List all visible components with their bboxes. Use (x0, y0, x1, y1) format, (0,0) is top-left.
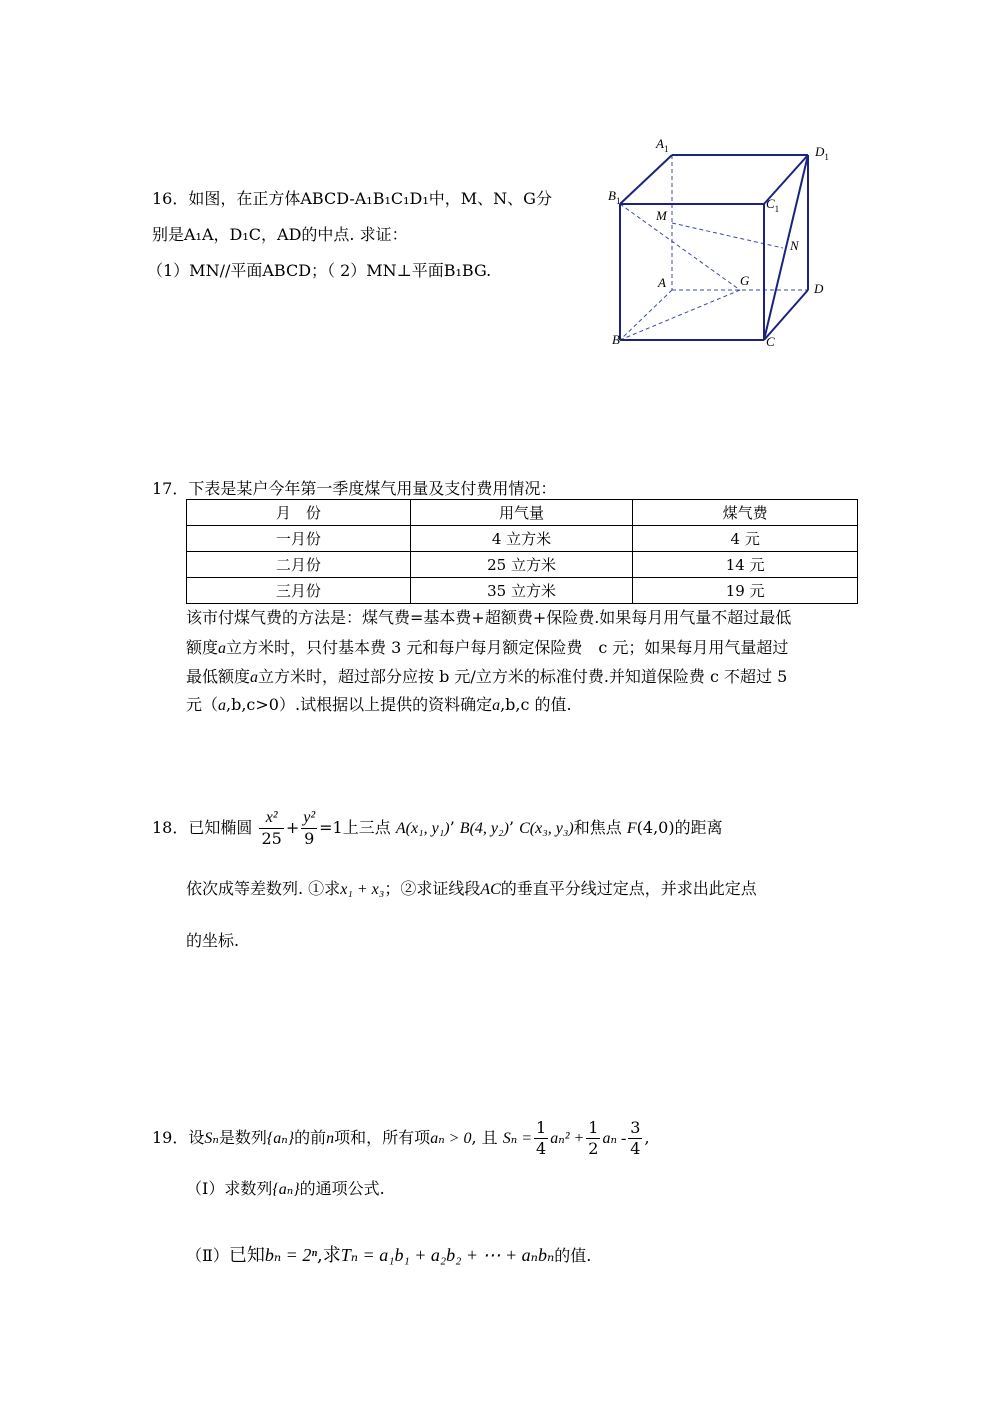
segment-b1-g (620, 204, 740, 290)
label-b: B (612, 332, 620, 347)
q16-line-1: 16．如图，在正方体ABCD-A₁B₁C₁D₁中，M、N、G分 (152, 189, 552, 208)
table-cell: 19 元 (633, 578, 858, 604)
point-a-coords: (x₁, y₁) (405, 820, 450, 837)
var-n: n (326, 1130, 335, 1147)
separator: ’ (508, 818, 514, 837)
text: 是数列 (218, 1128, 267, 1147)
text: 的值. (554, 1246, 592, 1265)
point-f: F (626, 820, 637, 837)
edge-a1-b1 (620, 155, 672, 204)
q19-line-1 (152, 1116, 650, 1161)
text: 已知 (228, 1245, 265, 1266)
q19-part-2 (186, 1241, 591, 1267)
label-a1: $A_1$ (656, 136, 669, 154)
q18-line-3: 的坐标. (186, 931, 240, 950)
point-c: C (519, 820, 530, 837)
text: 上三点 (342, 818, 391, 837)
text: 元（ (186, 695, 219, 714)
text: 最低额度 (186, 667, 251, 686)
q17-para-line-2 (186, 635, 788, 658)
text: 的通项公式. (299, 1179, 385, 1198)
fraction-y: $\frac{\text{y²}}{9}$ (303, 809, 316, 848)
label-a: A (658, 275, 666, 290)
q16-line-2: 别是A₁A，D₁C，AD的中点. 求证： (152, 225, 408, 244)
table-cell: 一月份 (187, 526, 411, 552)
text: （Ⅱ） (186, 1246, 229, 1265)
q17-para-line-4 (186, 692, 572, 715)
term-an-squared: aₙ² + (550, 1130, 585, 1147)
gas-usage-table (186, 499, 858, 604)
segment-b-g (620, 290, 740, 340)
q18-line-1 (152, 806, 723, 851)
condition-an-positive: aₙ > 0 (430, 1130, 472, 1147)
text: , 且 (471, 1128, 498, 1147)
point-b: B (459, 820, 470, 837)
point-f-coords: (4,0) (636, 818, 675, 837)
table-cell: 35 立方米 (410, 578, 633, 604)
q17-para-line-3 (186, 664, 787, 687)
label-c1: $C_1$ (766, 196, 780, 214)
text: ,b,c 的值. (500, 695, 572, 714)
var-a: a (492, 697, 501, 714)
segment-d1-c (764, 155, 808, 340)
text: 额度 (186, 638, 219, 657)
fraction-quarter: $\frac{1}{4}$ (536, 1118, 547, 1158)
label-b1: $B_1$ (608, 188, 621, 206)
header-usage: 用气量 (410, 500, 633, 526)
text: 的距离 (674, 818, 723, 837)
sequence-an: {aₙ} (272, 1181, 300, 1198)
fraction-half: $\frac{1}{2}$ (588, 1118, 599, 1158)
equals-one: =1 (319, 818, 343, 837)
label-n: N (790, 238, 799, 253)
expr-tn: Tₙ = a₁b₁ + a₂b₂ + ⋯ + aₙbₙ (340, 1245, 555, 1265)
text: 19．设 (152, 1128, 205, 1147)
header-fee: 煤气费 (633, 500, 858, 526)
text: 的前 (294, 1128, 327, 1147)
text: , (644, 1128, 650, 1147)
label-d: D (814, 281, 824, 296)
text: 立方米时，超过部分应按 b 元/立方米的标准付费.并知道保险费 c 不超过 5 (258, 667, 788, 686)
label-d1: $D_1$ (815, 144, 829, 162)
table-cell: 二月份 (187, 552, 411, 578)
q17-intro: 17．下表是某户今年第一季度煤气用量及支付费用情况： (152, 479, 557, 498)
var-a: a (218, 640, 227, 657)
table-cell: 14 元 (633, 552, 858, 578)
sequence-an: {aₙ} (266, 1130, 295, 1147)
table-header-row (187, 500, 858, 526)
fraction-three-quarters: $\frac{3}{4}$ (630, 1118, 641, 1158)
expr-bn: bₙ = 2ⁿ (264, 1245, 318, 1265)
table-cell: 4 立方米 (410, 526, 633, 552)
table-cell: 4 元 (633, 526, 858, 552)
var-a: a (218, 697, 227, 714)
table-cell: 三月份 (187, 578, 411, 604)
text: 18．已知椭圆 (152, 818, 253, 837)
segment-m-n (672, 223, 783, 248)
visible-edges (620, 155, 808, 340)
var-sn: Sₙ (204, 1130, 219, 1147)
text: ,b,c>0）.试根据以上提供的资料确定 (226, 695, 493, 714)
text: ；②求证线段 (384, 879, 481, 898)
hidden-edges (620, 155, 808, 340)
term-an: aₙ - (602, 1130, 627, 1147)
cube-diagram (598, 128, 838, 358)
table-cell: 25 立方米 (410, 552, 633, 578)
separator: ’ (449, 818, 455, 837)
var-sn-equals: Sₙ = (502, 1130, 533, 1147)
label-m: M (656, 208, 667, 223)
text: ,求 (317, 1245, 341, 1266)
text: 立方米时，只付基本费 3 元和每户每月额定保险费 c 元；如果每月用气量超过 (226, 638, 789, 657)
table-row (187, 578, 858, 604)
table-row (187, 526, 858, 552)
text: 和焦点 (573, 818, 622, 837)
text: 项和，所有项 (334, 1128, 431, 1147)
q19-part-1 (186, 1176, 385, 1199)
text: （Ⅰ）求数列 (186, 1179, 273, 1198)
var-a: a (250, 669, 259, 686)
table-row (187, 552, 858, 578)
fraction-x: $\frac{\text{x²}}{25}$ (261, 809, 282, 848)
label-g: G (740, 273, 750, 288)
plus-sign: + (285, 818, 300, 837)
text: 的垂直平分线过定点，并求出此定点 (500, 879, 757, 898)
q17-para-line-1: 该市付煤气费的方法是：煤气费=基本费+超额费+保险费.如果每月用气量不超过最低 (186, 608, 792, 627)
point-b-coords: (4, y₂) (469, 820, 509, 837)
q16-line-3: （1）MN//平面ABCD；（ 2）MN⊥平面B₁BG. (147, 261, 492, 280)
edge-a-b (620, 290, 672, 340)
label-c: C (766, 334, 775, 349)
text: 依次成等差数列. ①求 (186, 879, 341, 898)
segment-ac: AC (480, 881, 501, 898)
point-c-coords: (x₃, y₃) (529, 820, 574, 837)
expr-x1-x3: x₁ + x₃ (340, 881, 385, 898)
point-a: A (395, 820, 406, 837)
q18-line-2 (186, 876, 757, 899)
header-month: 月 份 (187, 500, 411, 526)
